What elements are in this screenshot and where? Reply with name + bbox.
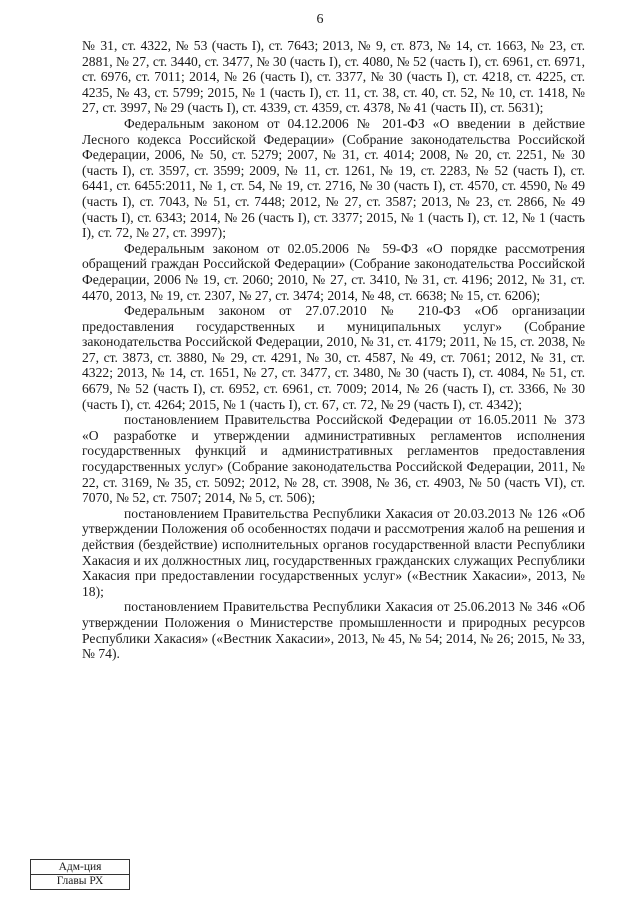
paragraph-federal-law-59: Федеральным законом от 02.05.2006 № 59-ФЗ «О порядке рассмотрения обращений граждан Российской Федерации» (Собрание законодательства Российской Федерации, 2006 № 19, ст. 2060; 2010, № 27, ст. 3410, № 31, ст. 4196; 2012, № 31, ст. 4470, 2013, № 19, ст. 2307, № 27, ст. 3474; 2014, № 48, ст. 6638; № 15, ст. 6206); — [82, 240, 585, 303]
paragraph-rf-resolution-373: постановлением Правительства Российской Федерации от 16.05.2011 № 373 «О разработке и утверждении административных регламентов исполнения государственных функций и административных регламентов предоставления государственных услуг» (Собрание законодательства Российской Федерации, 2011, № 22, ст. 3169, № 35, ст. 5092; 2012, № 28, ст. 3908, № 36, ст. 4903, № 50 (часть VI), ст. 7070, № 52, ст. 7507; 2014, № 5, ст. 506); — [82, 412, 585, 506]
stamp-line-1: Адм-ция — [30, 859, 130, 874]
paragraph-rh-resolution-126: постановлением Правительства Республики Хакасия от 20.03.2013 № 126 «Об утверждении Положения об особенностях подачи и рассмотрения жалоб на решения и действия (бездействие) исполнительных органов государственной власти Республики Хакасия и их должностных лиц, государственных гражданских служащих Республики Хакасия при предоставлении государственных услуг» («Вестник Хакасии», 2013, № 18); — [82, 505, 585, 599]
stamp-line-2: Главы РХ — [30, 874, 130, 890]
paragraph-continuation: № 31, ст. 4322, № 53 (часть I), ст. 7643; 2013, № 9, ст. 873, № 14, ст. 1663, № 23, ст. 2881, № 27, ст. 3440, ст. 3477, № 30 (часть I), ст. 4080, № 52 (часть I), ст. 6961, ст. 6971, ст. 6976, ст. 7011; 2014, № 26 (часть I), ст. 3377, № 30 (часть I), ст. 4218, ст. 4225, ст. 4235, № 43, ст. 5799; 2015, № 1 (часть I), ст. 11, ст. 38, ст. 40, ст. 52, № 10, ст. 1418, № 27, ст. 3997, № 29 (часть I), ст. 4339, ст. 4359, ст. 4378, № 41 (часть II), ст. 5631); — [82, 38, 585, 116]
page-number: 6 — [316, 12, 324, 27]
paragraph-rh-resolution-346: постановлением Правительства Республики Хакасия от 25.06.2013 № 346 «Об утверждении Положения о Министерстве промышленности и природных ресурсов Республики Хакасия» («Вестник Хакасии», 2013, № 45, № 54; 2014, № 26; 2015, № 33, № 74). — [82, 599, 585, 662]
registration-stamp — [30, 859, 130, 890]
paragraph-federal-law-201: Федеральным законом от 04.12.2006 № 201-ФЗ «О введении в действие Лесного кодекса Российской Федерации» (Собрание законодательства Российской Федерации, 2006, № 50, ст. 5279; 2007, № 31, ст. 4014; 2008, № 20, ст. 2251, № 30 (часть I), ст. 3597, ст. 3599; 2009, № 11, ст. 1261, № 19, ст. 2283, № 52 (часть I), ст. 6441, ст. 6455:2011, № 1, ст. 54, № 19, ст. 2716, № 30 (часть I), ст. 4570, ст. 4590, № 49 (часть I), ст. 7043, № 51, ст. 7448; 2012, № 27, ст. 3587; 2013, № 23, ст. 2866, № 49 (часть I), ст. 6343; 2014, № 26 (часть I), ст. 3377; 2015, № 1 (часть I), ст. 12, № 1 (часть I), ст. 72, № 27, ст. 3997); — [82, 115, 585, 241]
paragraph-federal-law-210: Федеральным законом от 27.07.2010 № 210-ФЗ «Об организации предоставления государственных и муниципальных услуг» (Собрание законодательства Российской Федерации, 2010, № 31, ст. 4179; 2011, № 15, ст. 2038, № 27, ст. 3873, ст. 3880, № 29, ст. 4291, № 30, ст. 4587, № 49, ст. 7061; 2012, № 31, ст. 4322; 2013, № 14, ст. 1651, № 27, ст. 3477, ст. 3480, № 30 (часть I), ст. 4084, № 51, ст. 6679, № 52 (часть I), ст. 6952, ст. 6961, ст. 7009; 2014, № 26 (часть I), ст. 3366, № 30 (часть I), ст. 4264; 2015, № 1 (часть I), ст. 67, ст. 72, № 29 (часть I), ст. 4342); — [82, 303, 585, 412]
document-body — [82, 38, 585, 662]
